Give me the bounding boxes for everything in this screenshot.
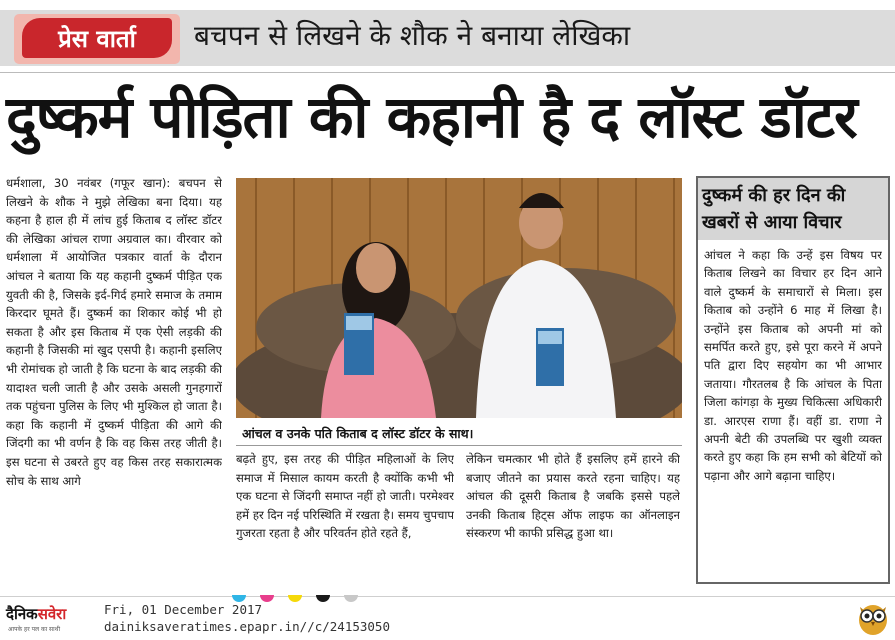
edition-date: Fri, 01 December 2017 xyxy=(104,602,263,617)
logo-main: दैनिक xyxy=(6,605,38,623)
divider xyxy=(0,72,895,73)
news-photo xyxy=(236,178,682,418)
sidebar-title: दुष्कर्म की हर दिन की खबरों से आया विचार xyxy=(702,185,846,233)
logo-accent: सवेरा xyxy=(37,605,67,623)
sidebar-body: आंचल ने कहा कि उन्हें इस विषय पर किताब लिखने का विचार हर दिन आने वाले दुष्कर्म के समाचारों से मिला। इस किताब को उन्होंने 6 माह में लिखा है। उन्होंने इस किताब को अपनी मां को समर्पित करते हुए, इसे पूरा करने में अपने पति द्वारा दिए सहयोग का भी आभार जताया। गौरतलब है कि आंचल के पिता जिला कांगड़ा के मुख्य चिकित्सा अधिकारी डा. आरएस राणा हैं। वहीं डा. राणा ने अपनी बेटी की उपलब्धि पर खुशी व्यक्त करते हुए कहा कि हम सभी को बेटियों को पढ़ाना और आगे बढ़ाना चाहिए। xyxy=(704,248,882,483)
register-mark-black xyxy=(316,595,330,602)
photo-caption: आंचल व उनके पति किताब द लॉस्ट डॉटर के साथ। xyxy=(236,422,682,446)
owl-icon xyxy=(856,598,890,636)
register-mark-yellow xyxy=(288,595,302,602)
newspaper-logo[interactable] xyxy=(6,604,66,624)
register-mark-gray xyxy=(344,595,358,602)
kicker-label: प्रेस वार्ता xyxy=(58,25,136,53)
register-mark-cyan xyxy=(232,595,246,602)
register-mark-magenta xyxy=(260,595,274,602)
footer-divider xyxy=(0,596,895,597)
article-column-2: बढ़ते हुए, इस तरह की पीड़ित महिलाओं के लिए समाज में मिसाल कायम करती है क्योंकि कभी भी एक घटना से जिंदगी समाप्त नहीं हो जाती। परमेश्वर हमें हर दिन नई परिस्थिति में रखता है। समय चुपचाप गुजरता रहता है और परिवर्तन होते रहते हैं, xyxy=(236,452,454,541)
headline: दुष्कर्म पीड़िता की कहानी है द लॉस्ट डॉटर xyxy=(6,83,857,151)
article-column-3: लेकिन चमत्कार भी होते हैं इसलिए हमें हारने की बजाए जीतने का प्रयास करते रहना चाहिए। यह आंचल की दूसरी किताब है जबकि इससे पहले उनकी किताब हिट्स ऑफ लाइफ का ऑनलाइन संस्करण भी काफी प्रसिद्ध हुआ था। xyxy=(466,452,680,541)
edition-url[interactable]: dainiksaveratimes.epapr.in//c/24153050 xyxy=(104,619,390,634)
logo-tagline: आपके हर पल का साथी xyxy=(8,626,61,633)
kicker-subheadline: बचपन से लिखने के शौक ने बनाया लेखिका xyxy=(194,19,631,52)
photo-illustration xyxy=(236,178,682,418)
article-column-1: धर्मशाला, 30 नवंबर (गफूर खान): बचपन से लिखने के शौक ने मुझे लेखिका बना दिया। यह कहना है हाल ही में लांच हुई किताब द लॉस्ट डॉटर की लेखिका आंचल राणा अग्रवाल का। वीरवार को धर्मशाला में आयोजित पत्रकार वार्ता के दौरान आंचल ने बताया कि यह कहानी दुष्कर्म पीड़ित एक युवती की है, जिसके इर्द-गिर्द हमारे समाज के तमाम किरदार घूमते हैं। दुष्कर्म का शिकार कोई भी हो सकता है और इस किताब में एक ऐसी लड़की की कहानी है जिसकी मां खुद एसपी है। कहानी इसलिए भी रोमांचक हो जाती है कि घटना के बाद लड़की की यादाश्त चली जाती है और उसके असली गुनहगारों तक पहुंचना पुलिस के लिए भी मुश्किल हो जाता है। कहा कि कहानी में दुष्कर्म पीड़िता की आगे की जिंदगी का भी वर्णन है कि वह किस तरह जीती है। इस घटना से उबरते हुए वह किस तरह सकारात्मक सोच के साथ आगे xyxy=(6,176,222,488)
